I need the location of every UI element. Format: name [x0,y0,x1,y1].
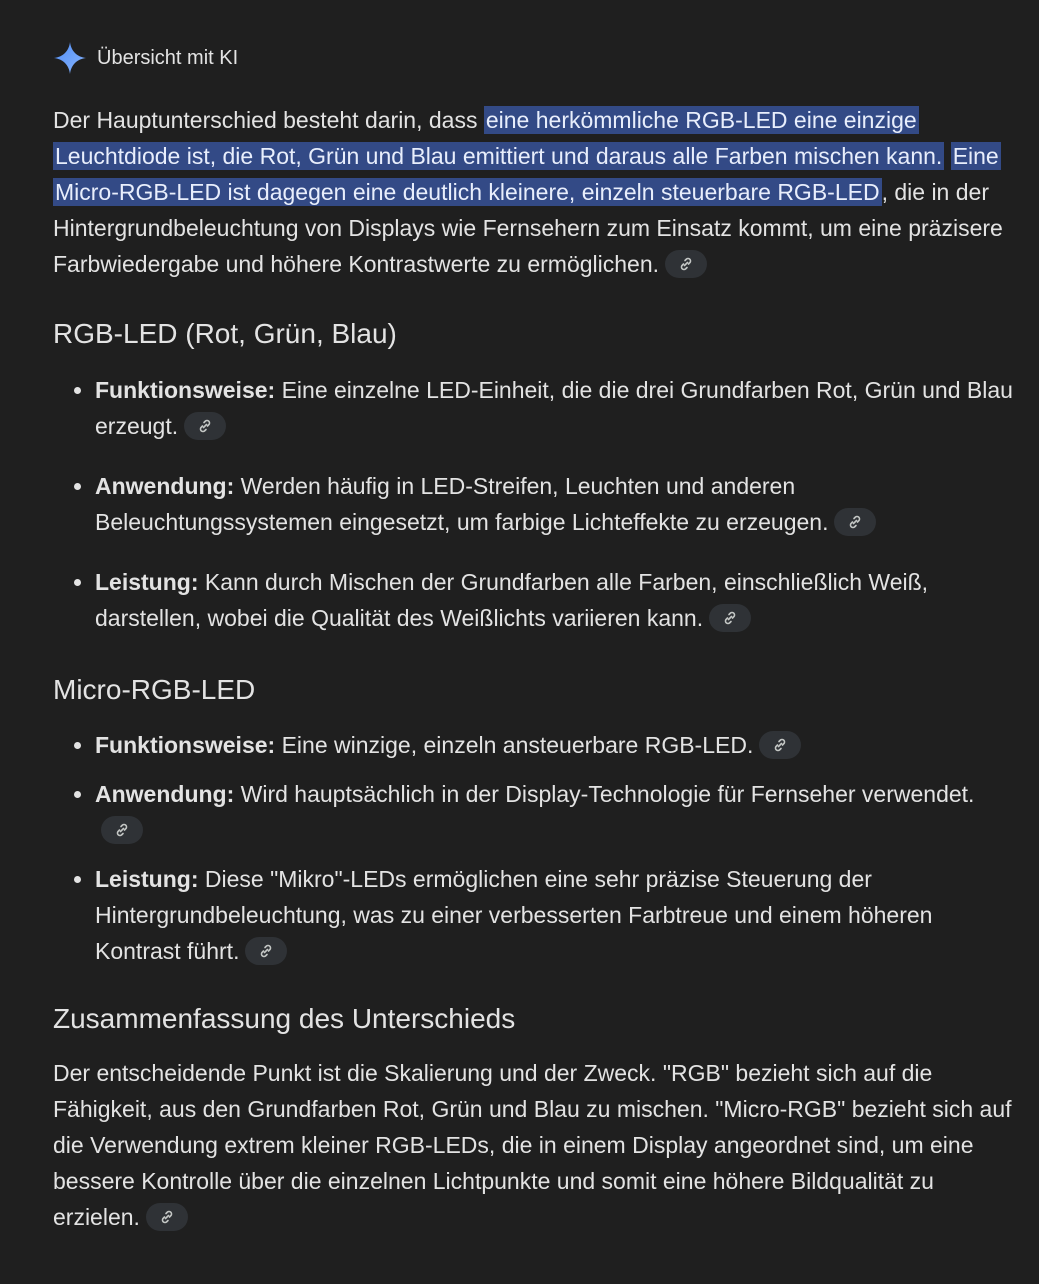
source-link-button[interactable] [709,604,751,632]
link-icon [847,514,863,530]
list-item [95,372,1013,444]
source-link-button[interactable] [759,731,801,759]
micro-rgb-led-list [53,727,1013,969]
rgb-led-list [53,372,1013,636]
item-text: Werden häufig in LED-Streifen, Leuchten und anderen Beleuchtungssystemen eingesetzt, um farbige Lichteffekte zu erzeugen. [95,473,829,535]
summary-paragraph [53,1055,1013,1235]
item-text: Kann durch Mischen der Grundfarben alle Farben, einschließlich Weiß, darstellen, wobei die Qualität des Weißlichts variieren kann. [95,569,929,631]
link-icon [772,737,788,753]
intro-paragraph [53,102,1013,282]
source-link-button[interactable] [101,816,143,844]
item-label: Anwendung: [95,473,235,499]
item-label: Leistung: [95,569,199,595]
item-text: Eine einzelne LED-Einheit, die die drei Grundfarben Rot, Grün und Blau erzeugt. [95,377,1013,439]
ai-overview [53,38,1013,1235]
heading-summary: Zusammenfassung des Unterschieds [53,1003,516,1034]
heading-rgb-led: RGB-LED (Rot, Grün, Blau) [53,318,397,349]
highlight-1[interactable]: eine herkömmliche RGB-LED eine einzige Leuchtdiode ist, die Rot, Grün und Blau emittiert und daraus alle Farben mischen kann. [55,107,943,169]
source-link-button[interactable] [245,937,287,965]
link-icon [114,822,130,838]
item-label: Funktionsweise: [95,732,276,758]
source-link-button[interactable] [184,412,226,440]
item-label: Funktionsweise: [95,377,276,403]
link-icon [197,418,213,434]
item-label: Leistung: [95,866,199,892]
list-item [95,468,1013,540]
intro-tail: , die in der Hintergrundbeleuchtung von Displays wie Fernsehern zum Einsatz kommt, um eine präzisere Farbwiedergabe und höhere Kontrastwerte zu ermöglichen. [53,179,1003,277]
source-link-button[interactable] [146,1203,188,1231]
summary-text: Der entscheidende Punkt ist die Skalierung und der Zweck. "RGB" bezieht sich auf die Fähigkeit, aus den Grundfarben Rot, Grün und Blau zu mischen. "Micro-RGB" bezieht sich auf die Verwendung extrem kleiner RGB-LEDs, die in einem Display angeordnet sind, um eine bessere Kontrolle über die einzelnen Lichtpunkte und somit eine höhere Bildqualität zu erzielen. [53,1060,1012,1230]
sparkle-icon [53,41,87,75]
item-text: Eine winzige, einzeln ansteuerbare RGB-LED. [275,732,754,758]
list-item [95,861,1013,969]
link-icon [678,256,694,272]
ai-overview-title: Übersicht mit KI [97,46,239,69]
highlight-2[interactable]: Eine Micro-RGB-LED ist dagegen eine deutlich kleinere, einzeln steuerbare RGB-LED [55,143,999,205]
item-text: Wird hauptsächlich in der Display-Technologie für Fernseher verwendet. [234,781,975,807]
list-item [95,564,1013,636]
source-link-button[interactable] [834,508,876,536]
list-item [95,776,1013,848]
link-icon [258,943,274,959]
link-icon [159,1209,175,1225]
item-label: Anwendung: [95,781,235,807]
heading-micro-rgb-led: Micro-RGB-LED [53,674,256,705]
source-link-button[interactable] [665,250,707,278]
item-text: Diese "Mikro"-LEDs ermöglichen eine sehr präzise Steuerung der Hintergrundbeleuchtung, was zu einer verbesserten Farbtreue und einem höheren Kontrast führt. [95,866,933,964]
link-icon [722,610,738,626]
ai-overview-header [53,38,1013,78]
intro-lead: Der Hauptunterschied besteht darin, dass [53,107,484,133]
list-item [95,727,1013,763]
